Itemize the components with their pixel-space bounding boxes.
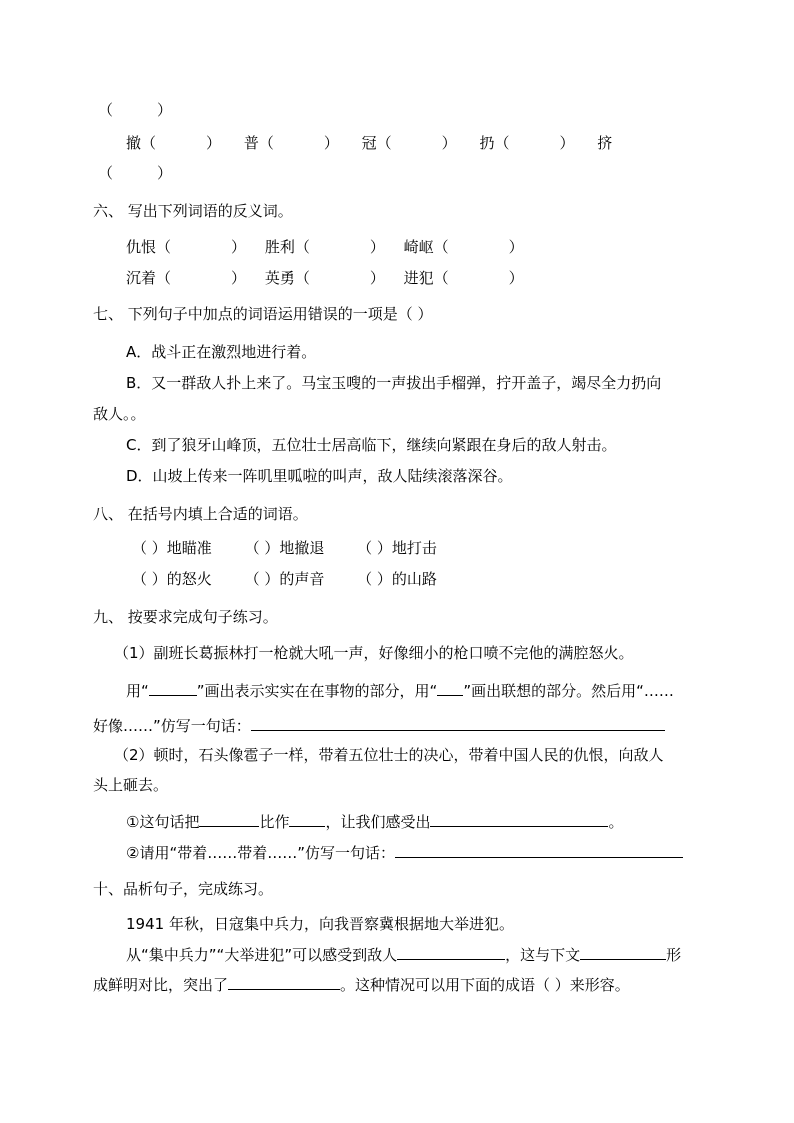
answer-line[interactable]	[251, 716, 665, 731]
q9-instruction-1	[126, 681, 674, 701]
q6-title: 六、 写出下列词语的反义词。	[93, 202, 293, 220]
char-item: 扔（	[479, 134, 510, 152]
close-paren: ）	[369, 238, 385, 256]
fill-item: （ ）地打击	[357, 539, 437, 557]
close-paren: ）	[231, 238, 247, 256]
task-text: 比作	[259, 813, 290, 831]
char-close: ）	[323, 134, 339, 152]
instruction-text: 好像……”仿写一句话：	[93, 717, 251, 735]
q10-line-1	[126, 945, 681, 965]
char-close: ）	[441, 134, 457, 152]
q8-row2	[132, 569, 437, 589]
char-item: 挤	[597, 134, 613, 152]
open-paren: （	[98, 101, 114, 119]
underline-blank[interactable]	[397, 945, 505, 960]
fill-item: （ ）的声音	[244, 570, 325, 588]
char-item: 普（	[243, 134, 274, 152]
answer-line[interactable]	[395, 843, 683, 858]
q9-task-2	[126, 843, 683, 863]
underline-blank[interactable]	[289, 812, 325, 827]
q9-sentence-1: （1）副班长葛振林打一枪就大吼一声，好像细小的枪口喷不完他的满腔怒火。	[114, 644, 634, 662]
q9-instruction-1-cont	[93, 716, 665, 736]
paren-line-wrap	[98, 163, 172, 183]
q8-row1	[132, 538, 437, 558]
fill-item: （ ）地撤退	[244, 539, 325, 557]
instruction-text: 用“	[126, 682, 149, 700]
char-close: ）	[206, 134, 222, 152]
q7-option-a: A．战斗正在激烈地进行着。	[126, 343, 317, 361]
q7-title: 七、 下列句子中加点的词语运用错误的一项是（ ）	[93, 305, 433, 323]
paren-line-top	[98, 100, 172, 120]
task-text: 。	[608, 813, 624, 831]
underline-blank[interactable]	[437, 681, 463, 696]
task-text: 从“集中兵力”“大举进犯”可以感受到敌人	[126, 946, 398, 964]
word-item: 进犯（	[403, 269, 449, 287]
close-paren: ）	[508, 269, 524, 287]
char-row	[126, 133, 612, 153]
fill-item: （ ）的怒火	[132, 570, 212, 588]
close-paren: ）	[369, 269, 385, 287]
q7-option-b: B．又一群敌人扑上来了。马宝玉嗖的一声拔出手榴弹，拧开盖子，竭尽全力扔向	[126, 374, 662, 392]
q10-line-2	[93, 975, 630, 995]
q9-sentence-2-cont: 头上砸去。	[93, 776, 169, 794]
q9-title: 九、 按要求完成句子练习。	[93, 608, 278, 626]
underline-blank[interactable]	[228, 975, 340, 990]
char-item: 撤（	[126, 134, 157, 152]
word-item: 英勇（	[264, 269, 310, 287]
task-text: 成鲜明对比，突出了	[93, 976, 229, 994]
word-item: 胜利（	[264, 238, 310, 256]
instruction-text: ”画出联想的部分。然后用“……	[463, 682, 674, 700]
close-paren: ）	[231, 269, 247, 287]
q7-option-c: C．到了狼牙山峰顶，五位壮士居高临下，继续向紧跟在身后的敌人射击。	[126, 436, 617, 454]
task-text: ②请用“带着……带着……”仿写一句话：	[126, 844, 395, 862]
close-paren: ）	[508, 238, 524, 256]
fill-item: （ ）地瞄准	[132, 539, 212, 557]
task-text: ①这句话把	[126, 813, 200, 831]
char-item: 冠（	[361, 134, 392, 152]
q6-row2	[126, 268, 524, 288]
task-text: ，让我们感受出	[325, 813, 431, 831]
close-paren: ）	[157, 101, 173, 119]
word-item: 仇恨（	[126, 238, 172, 256]
q7-option-d: D．山坡上传来一阵叽里呱啦的叫声，敌人陆续滚落深谷。	[126, 467, 513, 485]
underline-blank[interactable]	[580, 945, 666, 960]
fill-item: （ ）的山路	[357, 570, 437, 588]
underline-blank[interactable]	[199, 812, 259, 827]
q6-row1	[126, 237, 524, 257]
underline-blank[interactable]	[149, 681, 197, 696]
word-item: 沉着（	[126, 269, 172, 287]
q9-task-1	[126, 812, 624, 832]
q10-title: 十、品析句子，完成练习。	[93, 880, 274, 898]
open-paren: （	[98, 164, 114, 182]
q9-sentence-2: （2）顿时，石头像雹子一样，带着五位壮士的决心，带着中国人民的仇恨，向敌人	[114, 746, 664, 764]
q8-title: 八、 在括号内填上合适的词语。	[93, 505, 308, 523]
char-close: ）	[559, 134, 575, 152]
q7-option-b-cont: 敌人。。	[93, 405, 146, 423]
task-text: 。这种情况可以用下面的成语（ ）来形容。	[340, 976, 630, 994]
word-item: 崎岖（	[403, 238, 449, 256]
q10-quote: 1941 年秋，日寇集中兵力，向我晋察冀根据地大举进犯。	[126, 915, 514, 933]
task-text: 形	[666, 946, 682, 964]
close-paren: ）	[157, 164, 173, 182]
instruction-text: ”画出表示实实在在事物的部分，用“	[196, 682, 438, 700]
task-text: ，这与下文	[505, 946, 581, 964]
underline-blank[interactable]	[430, 812, 608, 827]
